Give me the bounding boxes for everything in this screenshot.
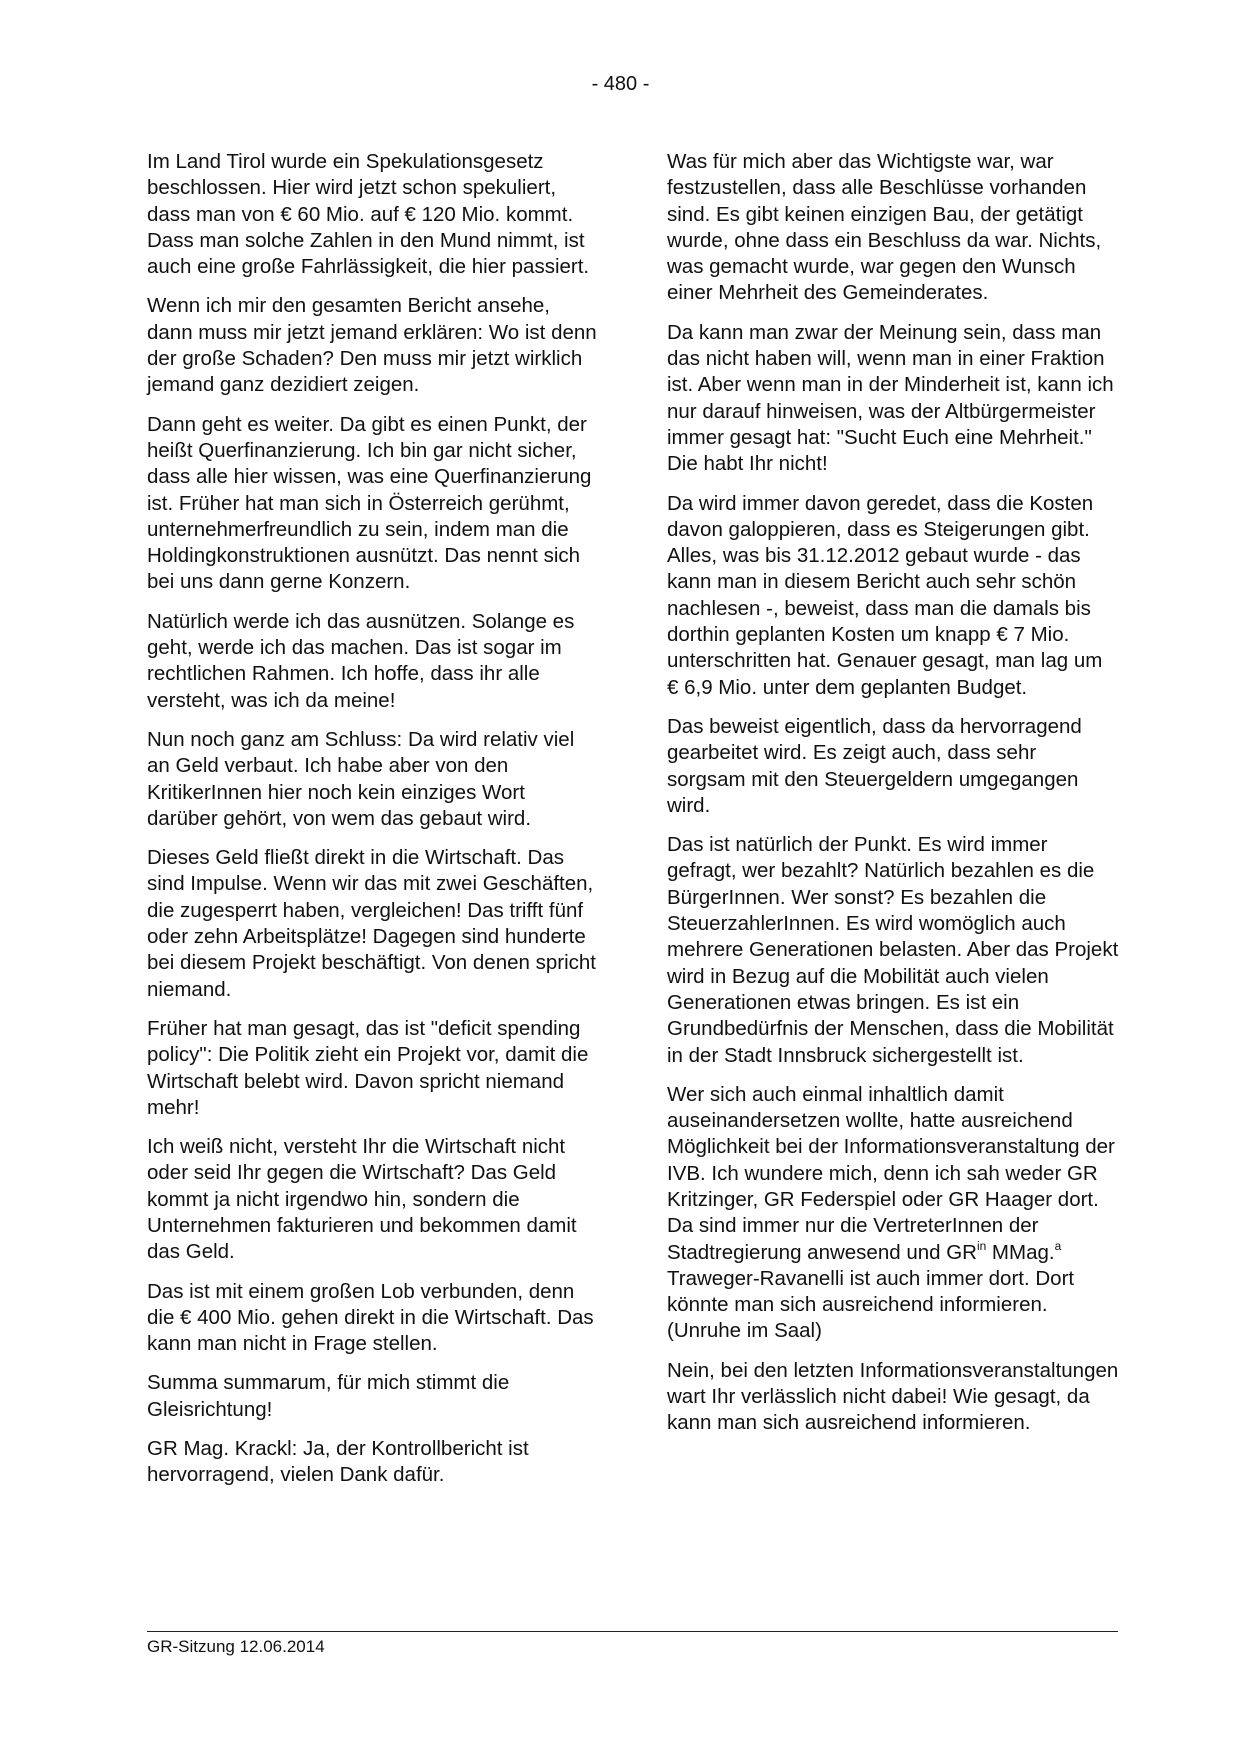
- paragraph-text: Traweger-Ravanelli ist auch immer dort. Dort könnte man sich ausreichend informieren. (Unruhe im Saal): [667, 1266, 1075, 1343]
- paragraph: Wenn ich mir den gesamten Bericht ansehe, dann muss mir jetzt jemand erklären: Wo ist denn der große Schaden? Den muss mir jetzt wirklich jemand ganz dezidiert zeigen.: [147, 294, 597, 397]
- footer-divider: [147, 1631, 1118, 1632]
- paragraph: Da kann man zwar der Meinung sein, dass man das nicht haben will, wenn man in einer Fraktion ist. Aber wenn man in der Minderheit ist, kann ich nur darauf hinweisen, was der Altbürgermeister immer gesagt hat: "Sucht Euch eine Mehrheit." Die habt Ihr nicht!: [667, 320, 1114, 476]
- paragraph: Summa summarum, für mich stimmt die Gleisrichtung!: [147, 1371, 510, 1421]
- paragraph: Was für mich aber das Wichtigste war, war festzustellen, dass alle Beschlüsse vorhanden sind. Es gibt keinen einzigen Bau, der getätigt wurde, ohne dass ein Beschluss da war. Nichts, was gemacht wurde, war gegen den Wunsch einer Mehrheit des Gemeinderates.: [667, 150, 1102, 305]
- paragraph: Natürlich werde ich das ausnützen. Solange es geht, werde ich das machen. Das ist sogar im rechtlichen Rahmen. Ich hoffe, dass ihr alle versteht, was ich da meine!: [147, 609, 575, 712]
- page-number: - 480 -: [591, 73, 650, 95]
- superscript: in: [976, 1238, 987, 1253]
- paragraph: Nein, bei den letzten Informationsveranstaltungen wart Ihr verlässlich nicht dabei! Wie gesagt, da kann man sich ausreichend informieren.: [667, 1358, 1119, 1435]
- paragraph: Das ist mit einem großen Lob verbunden, denn die € 400 Mio. gehen direkt in die Wirtschaft. Das kann man nicht in Frage stellen.: [147, 1279, 594, 1356]
- paragraph: Im Land Tirol wurde ein Spekulationsgesetz beschlossen. Hier wird jetzt schon spekuliert, dass man von € 60 Mio. auf € 120 Mio. kommt. Dass man solche Zahlen in den Mund nimmt, ist auch eine große Fahrlässigkeit, die hier passiert.: [147, 150, 590, 279]
- paragraph: Nun noch ganz am Schluss: Da wird relativ viel an Geld verbaut. Ich habe aber von den KritikerInnen hier noch kein einziges Wort darüber gehört, von wem das gebaut wird.: [147, 727, 575, 830]
- paragraph: Das beweist eigentlich, dass da hervorragend gearbeitet wird. Es zeigt auch, dass sehr sorgsam mit den Steuergeldern umgegangen wird.: [667, 714, 1082, 817]
- paragraph: Ich weiß nicht, versteht Ihr die Wirtschaft nicht oder seid Ihr gegen die Wirtschaft? Das Geld kommt ja nicht irgendwo hin, sondern die Unternehmen fakturieren und bekommen damit das Geld.: [147, 1135, 577, 1264]
- paragraph: Da wird immer davon geredet, dass die Kosten davon galoppieren, dass es Steigerungen gibt. Alles, was bis 31.12.2012 gebaut wurde - das kann man in diesem Bericht auch sehr schön nachlesen -, beweist, dass man die damals bis dorthin geplanten Kosten um knapp € 7 Mio. unterschritten hat. Genauer gesagt, man lag um € 6,9 Mio. unter dem geplanten Budget.: [667, 491, 1103, 699]
- left-column: [147, 149, 599, 1502]
- paragraph-speaker: GR Mag. Krackl: Ja, der Kontrollbericht ist hervorragend, vielen Dank dafür.: [147, 1437, 529, 1487]
- paragraph-text: MMag.: [986, 1240, 1055, 1264]
- paragraph: Dann geht es weiter. Da gibt es einen Punkt, der heißt Querfinanzierung. Ich bin gar nicht sicher, dass alle hier wissen, was eine Querfinanzierung ist. Früher hat man sich in Österreich gerühmt, unternehmerfreundlich zu sein, indem man die Holdingkonstruktionen ausnützt. Das nennt sich bei uns dann gerne Konzern.: [147, 412, 592, 594]
- right-column: [667, 149, 1119, 1450]
- paragraph: Früher hat man gesagt, das ist "deficit spending policy": Die Politik zieht ein Projekt vor, damit die Wirtschaft belebt wird. Davon spricht niemand mehr!: [147, 1016, 589, 1119]
- footer-session-date: GR-Sitzung 12.06.2014: [147, 1637, 325, 1656]
- paragraph: [667, 1082, 1119, 1345]
- paragraph: Das ist natürlich der Punkt. Es wird immer gefragt, wer bezahlt? Natürlich bezahlen es die BürgerInnen. Wer sonst? Es bezahlen die SteuerzahlerInnen. Es wird womöglich auch mehrere Generationen belasten. Aber das Projekt wird in Bezug auf die Mobilität auch vielen Generationen etwas bringen. Es ist ein Grundbedürfnis der Menschen, dass die Mobilität in der Stadt Innsbruck sichergestellt ist.: [667, 833, 1119, 1067]
- paragraph: Dieses Geld fließt direkt in die Wirtschaft. Das sind Impulse. Wenn wir das mit zwei Geschäften, die zugesperrt haben, vergleichen! Das trifft fünf oder zehn Arbeitsplätze! Dagegen sind hunderte bei diesem Projekt beschäftigt. Von denen spricht niemand.: [147, 846, 596, 1001]
- paragraph-text: Wer sich auch einmal inhaltlich damit auseinandersetzen wollte, hatte ausreichend Möglichkeit bei der Informationsveranstaltung der IVB. Ich wundere mich, denn ich sah weder GR Kritzinger, GR Federspiel oder GR Haager dort. Da sind immer nur die VertreterInnen der Stadtregierung anwesend und GR: [667, 1082, 1115, 1264]
- superscript: a: [1054, 1238, 1062, 1253]
